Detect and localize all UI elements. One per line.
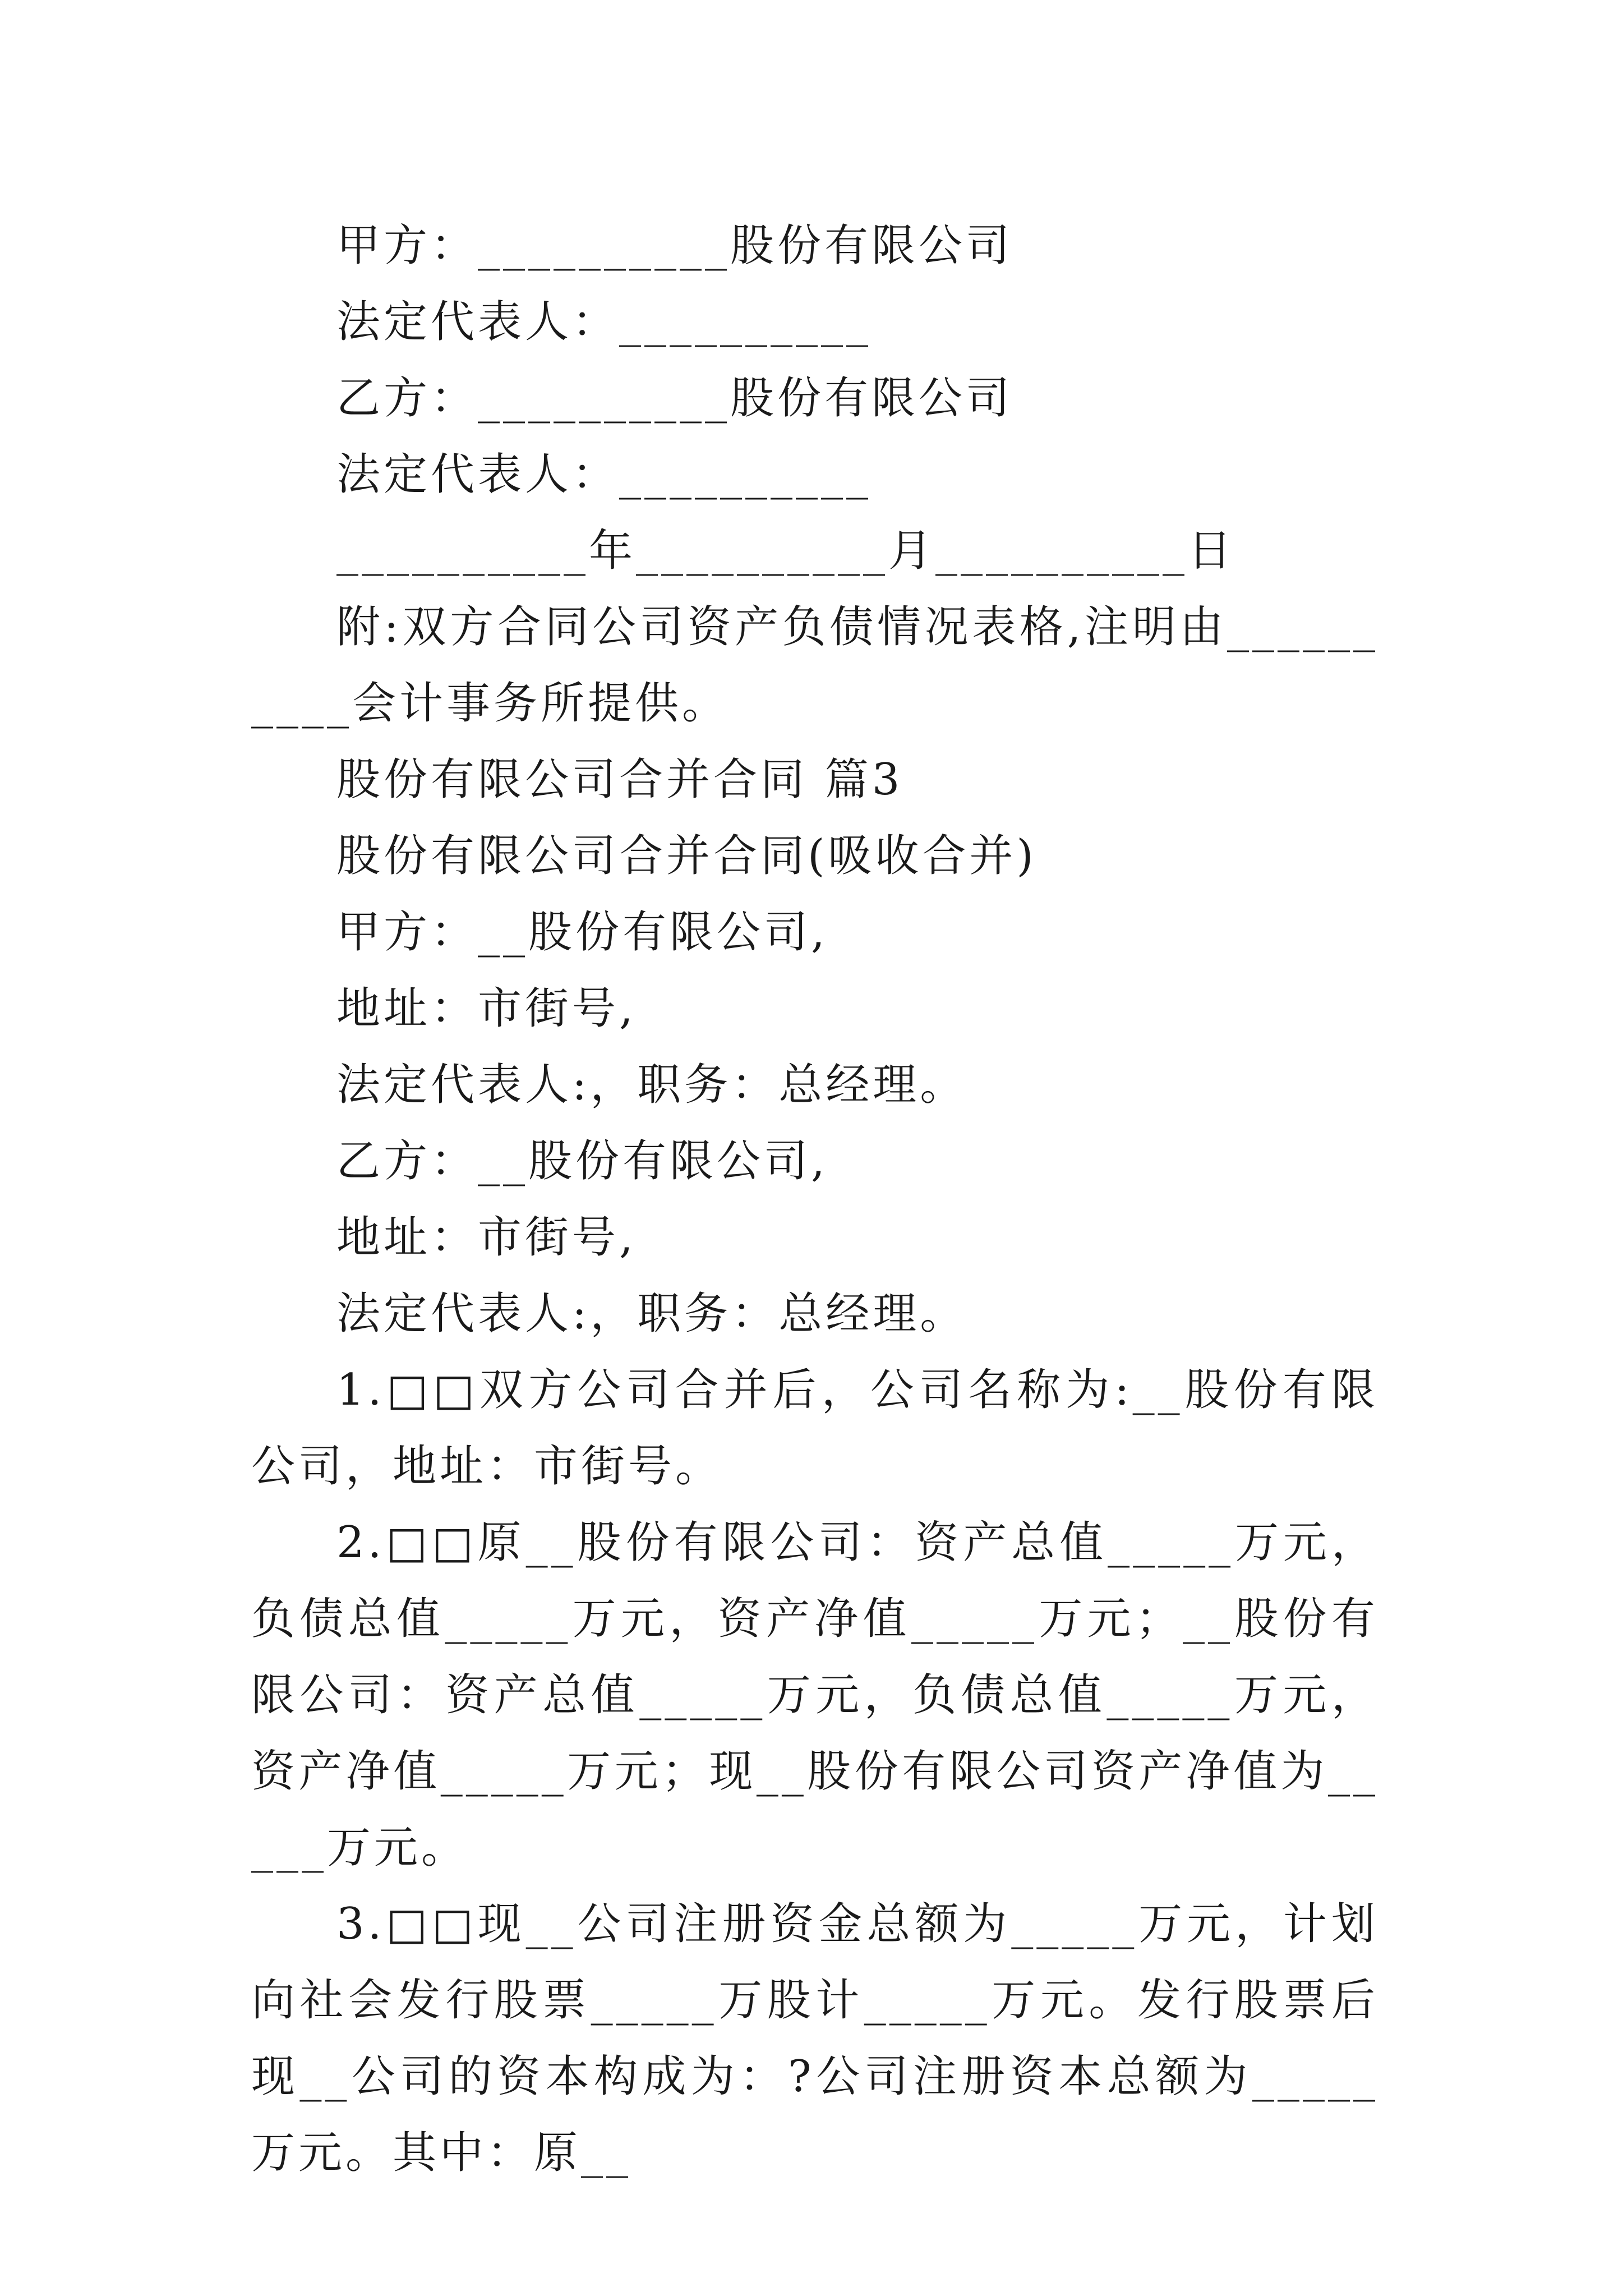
contract-representative-b: 法定代表人:，职务：总经理。 bbox=[336, 1289, 967, 1339]
date-line: __________年__________月__________日 bbox=[336, 526, 1235, 576]
party-b-line: 乙方：__________股份有限公司 bbox=[336, 373, 1013, 424]
representative-b-line: 法定代表人：__________ bbox=[336, 449, 872, 500]
representative-a-line: 法定代表人：__________ bbox=[336, 297, 872, 347]
attachment-note: 附:双方合同公司资产负债情况表格,注明由__________会计事务所提供。 bbox=[251, 602, 1378, 729]
contract-party-b: 乙方：__股份有限公司, bbox=[336, 1136, 828, 1186]
party-a-line: 甲方：__________股份有限公司 bbox=[336, 220, 1013, 271]
clause-3: 3.□□现__公司注册资金总额为_____万元，计划向社会发行股票_____万股计_____万元。发行股票后现__公司的资本构成为：?公司注册资本总额为_____万元。其中：原__ bbox=[251, 1899, 1378, 2178]
clause-1: 1.□□双方公司合并后，公司名称为:__股份有限公司，地址：市街号。 bbox=[251, 1365, 1378, 1492]
contract-party-a: 甲方：__股份有限公司, bbox=[336, 907, 828, 958]
section-title: 股份有限公司合并合同 篇3 bbox=[336, 754, 903, 805]
contract-address-a: 地址：市街号, bbox=[336, 983, 637, 1034]
contract-address-b: 地址：市街号, bbox=[336, 1212, 637, 1263]
clause-2: 2.□□原__股份有限公司：资产总值_____万元，负债总值_____万元，资产净值_____万元；__股份有限公司：资产总值_____万元，负债总值_____万元，资产净值_____万元；现__股份有限公司资产净值为_____万元。 bbox=[251, 1517, 1378, 1873]
contract-title: 股份有限公司合并合同(吸收合并) bbox=[336, 831, 1037, 881]
contract-representative-a: 法定代表人:，职务：总经理。 bbox=[336, 1060, 967, 1110]
document-page bbox=[251, 208, 1378, 2191]
